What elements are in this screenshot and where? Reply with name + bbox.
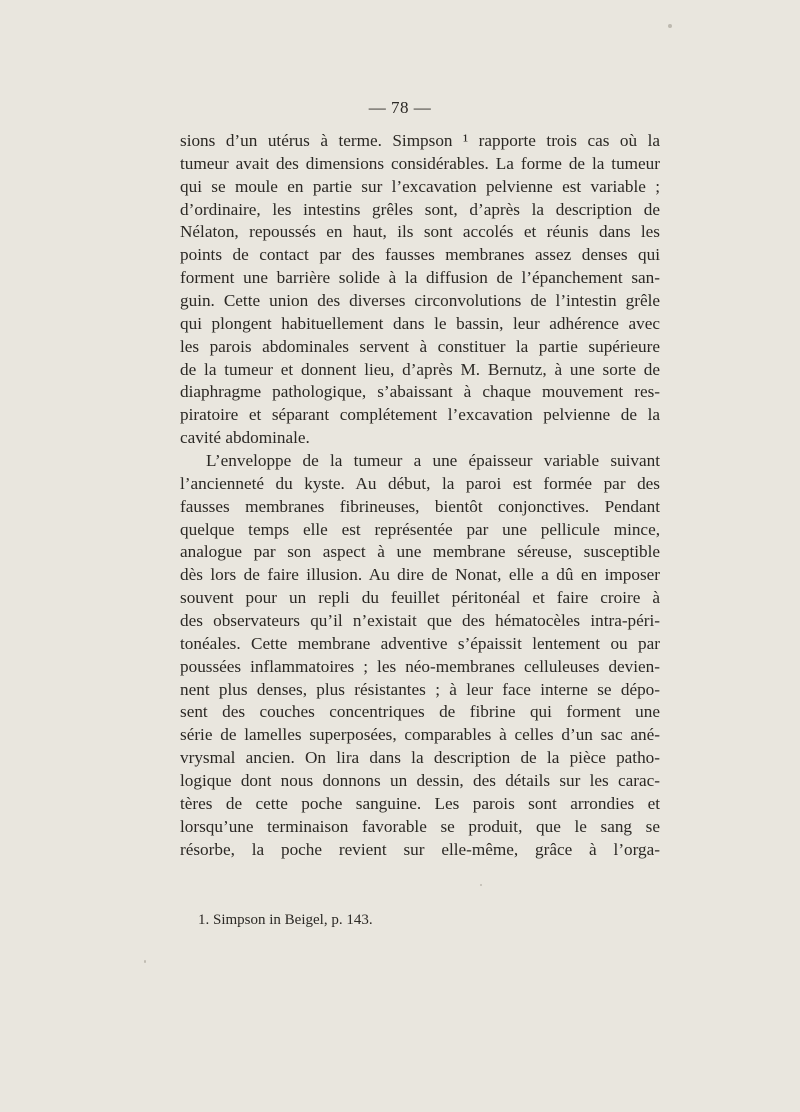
text-line: nent plus denses, plus résistantes ; à leur face interne se dépo-	[180, 679, 660, 699]
text-line: vrysmal ancien. On lira dans la description de la pièce patho-	[180, 748, 660, 768]
text-line: tumeur avait des dimensions considérables. La forme de la tumeur	[180, 153, 660, 173]
text-line: dès lors de faire illusion. Au dire de Nonat, elle a dû en imposer	[180, 565, 660, 585]
text-line: sent des couches concentriques de fibrine qui forment une	[180, 702, 660, 722]
text-line: fausses membranes fibrineuses, bientôt conjonctives. Pendant	[180, 496, 660, 516]
text-line: logique dont nous donnons un dessin, des détails sur les carac-	[180, 771, 660, 791]
text-line: l’ancienneté du kyste. Au début, la paroi est formée par des	[180, 473, 660, 493]
text-line: sions d’un utérus à terme. Simpson ¹ rapporte trois cas où la	[180, 131, 660, 150]
footnote: 1. Simpson in Beigel, p. 143.	[198, 912, 373, 928]
text-line: tonéales. Cette membrane adventive s’épaissit lentement ou par	[180, 633, 660, 653]
text-line: tères de cette poche sanguine. Les parois sont arrondies et	[180, 793, 660, 813]
text-line: d’ordinaire, les intestins grêles sont, d’après la description de	[180, 199, 660, 219]
text-line: diaphragme pathologique, s’abaissant à chaque mouvement res-	[180, 382, 660, 402]
text-line: qui plongent habituellement dans le bassin, leur adhérence avec	[180, 313, 660, 333]
text-line: résorbe, la poche revient sur elle-même, grâce à l’orga-	[180, 839, 660, 859]
text-line: des observateurs qu’il n’existait que des hématocèles intra-péri-	[180, 611, 660, 631]
text-line: L’enveloppe de la tumeur a une épaisseur variable suivant	[206, 451, 660, 471]
text-line: quelque temps elle est représentée par une pellicule mince,	[180, 519, 660, 539]
text-line: les parois abdominales servent à constituer la partie supérieure	[180, 336, 660, 356]
text-line: cavité abdominale.	[180, 428, 310, 448]
text-line: de la tumeur et donnent lieu, d’après M. Bernutz, à une sorte de	[180, 359, 660, 379]
body-text	[180, 130, 660, 862]
text-line: piratoire et séparant complétement l’excavation pelvienne de la	[180, 405, 660, 425]
text-line: qui se moule en partie sur l’excavation pelvienne est variable ;	[180, 176, 660, 196]
text-line: lorsqu’une terminaison favorable se produit, que le sang se	[180, 816, 660, 836]
text-line: souvent pour un repli du feuillet péritonéal et faire croire à	[180, 588, 660, 608]
text-line: Nélaton, repoussés en haut, ils sont accolés et réunis dans les	[180, 222, 660, 242]
paper-speck	[480, 884, 482, 886]
text-line: guin. Cette union des diverses circonvolutions de l’intestin grêle	[180, 291, 660, 311]
text-line: analogue par son aspect à une membrane séreuse, susceptible	[180, 542, 660, 562]
paper-speck	[668, 24, 672, 28]
text-line: forment une barrière solide à la diffusion de l’épanchement san-	[180, 268, 660, 288]
paper-speck	[144, 960, 146, 963]
text-line: poussées inflammatoires ; les néo-membranes celluleuses devien-	[180, 656, 660, 676]
text-line: points de contact par des fausses membranes assez denses qui	[180, 245, 660, 265]
text-line: série de lamelles superposées, comparables à celles d’un sac ané-	[180, 725, 660, 745]
page-number: — 78 —	[368, 98, 432, 117]
